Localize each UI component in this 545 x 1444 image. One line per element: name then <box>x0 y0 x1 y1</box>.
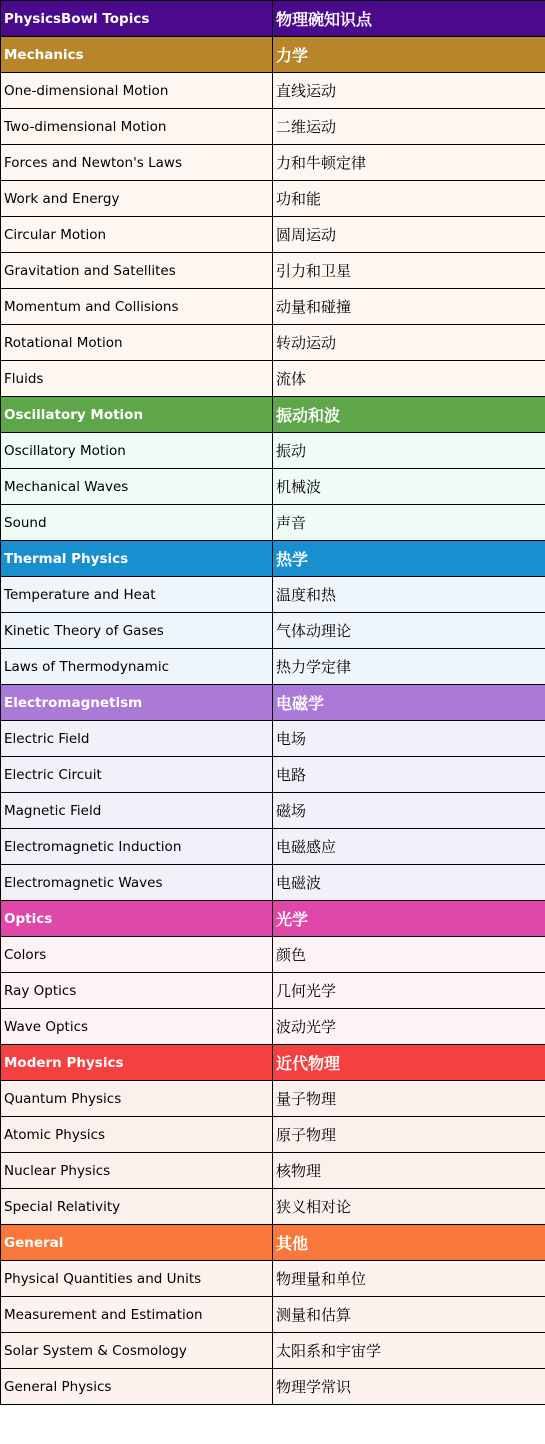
header-chinese: 物理碗知识点 <box>273 1 545 37</box>
section-header-row <box>1 541 545 577</box>
table-row <box>1 289 545 325</box>
topic-english: Work and Energy <box>1 181 273 217</box>
topic-english: Special Relativity <box>1 1189 273 1225</box>
table-row <box>1 577 545 613</box>
topic-english: Quantum Physics <box>1 1081 273 1117</box>
topic-chinese: 电路 <box>273 757 545 793</box>
topic-english: Fluids <box>1 361 273 397</box>
topic-chinese: 狭义相对论 <box>273 1189 545 1225</box>
topic-chinese: 磁场 <box>273 793 545 829</box>
header-english: PhysicsBowl Topics <box>1 1 273 37</box>
topic-chinese: 气体动理论 <box>273 613 545 649</box>
topic-chinese: 动量和碰撞 <box>273 289 545 325</box>
topic-english: Oscillatory Motion <box>1 433 273 469</box>
topic-english: Ray Optics <box>1 973 273 1009</box>
section-header-row <box>1 901 545 937</box>
topic-english: Electric Field <box>1 721 273 757</box>
table-row <box>1 145 545 181</box>
topic-english: Electric Circuit <box>1 757 273 793</box>
topic-english: Circular Motion <box>1 217 273 253</box>
section-title-chinese: 光学 <box>273 901 545 937</box>
table-row <box>1 109 545 145</box>
table-row <box>1 793 545 829</box>
topic-chinese: 转动运动 <box>273 325 545 361</box>
topic-english: Electromagnetic Waves <box>1 865 273 901</box>
table-row <box>1 721 545 757</box>
topic-chinese: 物理学常识 <box>273 1369 545 1405</box>
table-row <box>1 649 545 685</box>
section-title-english: Mechanics <box>1 37 273 73</box>
topic-chinese: 太阳系和宇宙学 <box>273 1333 545 1369</box>
topic-chinese: 电磁感应 <box>273 829 545 865</box>
table-header-row <box>1 1 545 37</box>
topic-chinese: 机械波 <box>273 469 545 505</box>
topic-chinese: 功和能 <box>273 181 545 217</box>
table-row <box>1 613 545 649</box>
topic-chinese: 引力和卫星 <box>273 253 545 289</box>
topic-chinese: 电磁波 <box>273 865 545 901</box>
table-row <box>1 1261 545 1297</box>
section-header-row <box>1 685 545 721</box>
section-title-chinese: 近代物理 <box>273 1045 545 1081</box>
section-title-chinese: 热学 <box>273 541 545 577</box>
topic-chinese: 流体 <box>273 361 545 397</box>
topic-english: Electromagnetic Induction <box>1 829 273 865</box>
topic-english: Colors <box>1 937 273 973</box>
topic-chinese: 波动光学 <box>273 1009 545 1045</box>
topic-chinese: 热力学定律 <box>273 649 545 685</box>
table-row <box>1 1009 545 1045</box>
table-row <box>1 973 545 1009</box>
table-row <box>1 325 545 361</box>
table-row <box>1 1189 545 1225</box>
topic-english: Rotational Motion <box>1 325 273 361</box>
topic-chinese: 二维运动 <box>273 109 545 145</box>
table-row <box>1 829 545 865</box>
topic-english: Nuclear Physics <box>1 1153 273 1189</box>
section-title-english: Oscillatory Motion <box>1 397 273 433</box>
topic-chinese: 电场 <box>273 721 545 757</box>
topic-english: Solar System & Cosmology <box>1 1333 273 1369</box>
table-row <box>1 181 545 217</box>
section-title-chinese: 其他 <box>273 1225 545 1261</box>
table-row <box>1 937 545 973</box>
topic-chinese: 核物理 <box>273 1153 545 1189</box>
topic-chinese: 温度和热 <box>273 577 545 613</box>
table-row <box>1 253 545 289</box>
table-row <box>1 1081 545 1117</box>
topic-chinese: 测量和估算 <box>273 1297 545 1333</box>
topic-chinese: 颜色 <box>273 937 545 973</box>
table-row <box>1 1153 545 1189</box>
topic-english: Magnetic Field <box>1 793 273 829</box>
topic-english: Gravitation and Satellites <box>1 253 273 289</box>
section-title-chinese: 力学 <box>273 37 545 73</box>
topic-english: Atomic Physics <box>1 1117 273 1153</box>
topic-english: Forces and Newton's Laws <box>1 145 273 181</box>
topic-chinese: 力和牛顿定律 <box>273 145 545 181</box>
table-row <box>1 1333 545 1369</box>
table-row <box>1 757 545 793</box>
section-title-english: Electromagnetism <box>1 685 273 721</box>
table-row <box>1 505 545 541</box>
table-row <box>1 1369 545 1405</box>
section-title-english: Optics <box>1 901 273 937</box>
topic-english: Physical Quantities and Units <box>1 1261 273 1297</box>
table-row <box>1 361 545 397</box>
topic-english: Two-dimensional Motion <box>1 109 273 145</box>
table-row <box>1 433 545 469</box>
section-header-row <box>1 37 545 73</box>
topic-chinese: 物理量和单位 <box>273 1261 545 1297</box>
topic-english: Temperature and Heat <box>1 577 273 613</box>
section-title-english: Modern Physics <box>1 1045 273 1081</box>
topic-english: Sound <box>1 505 273 541</box>
section-title-chinese: 振动和波 <box>273 397 545 433</box>
topic-english: Measurement and Estimation <box>1 1297 273 1333</box>
table-row <box>1 73 545 109</box>
table-row <box>1 469 545 505</box>
table-row <box>1 1117 545 1153</box>
topic-chinese: 直线运动 <box>273 73 545 109</box>
topic-english: Wave Optics <box>1 1009 273 1045</box>
section-header-row <box>1 1225 545 1261</box>
table-row <box>1 217 545 253</box>
topics-table-body <box>1 1 545 1405</box>
topic-chinese: 几何光学 <box>273 973 545 1009</box>
section-header-row <box>1 397 545 433</box>
section-header-row <box>1 1045 545 1081</box>
topic-english: One-dimensional Motion <box>1 73 273 109</box>
topic-english: General Physics <box>1 1369 273 1405</box>
topic-chinese: 量子物理 <box>273 1081 545 1117</box>
section-title-english: General <box>1 1225 273 1261</box>
section-title-english: Thermal Physics <box>1 541 273 577</box>
section-title-chinese: 电磁学 <box>273 685 545 721</box>
topic-english: Laws of Thermodynamic <box>1 649 273 685</box>
topic-english: Mechanical Waves <box>1 469 273 505</box>
topic-chinese: 振动 <box>273 433 545 469</box>
topic-chinese: 原子物理 <box>273 1117 545 1153</box>
topic-english: Momentum and Collisions <box>1 289 273 325</box>
topic-chinese: 圆周运动 <box>273 217 545 253</box>
topic-english: Kinetic Theory of Gases <box>1 613 273 649</box>
table-row <box>1 865 545 901</box>
topic-chinese: 声音 <box>273 505 545 541</box>
table-row <box>1 1297 545 1333</box>
